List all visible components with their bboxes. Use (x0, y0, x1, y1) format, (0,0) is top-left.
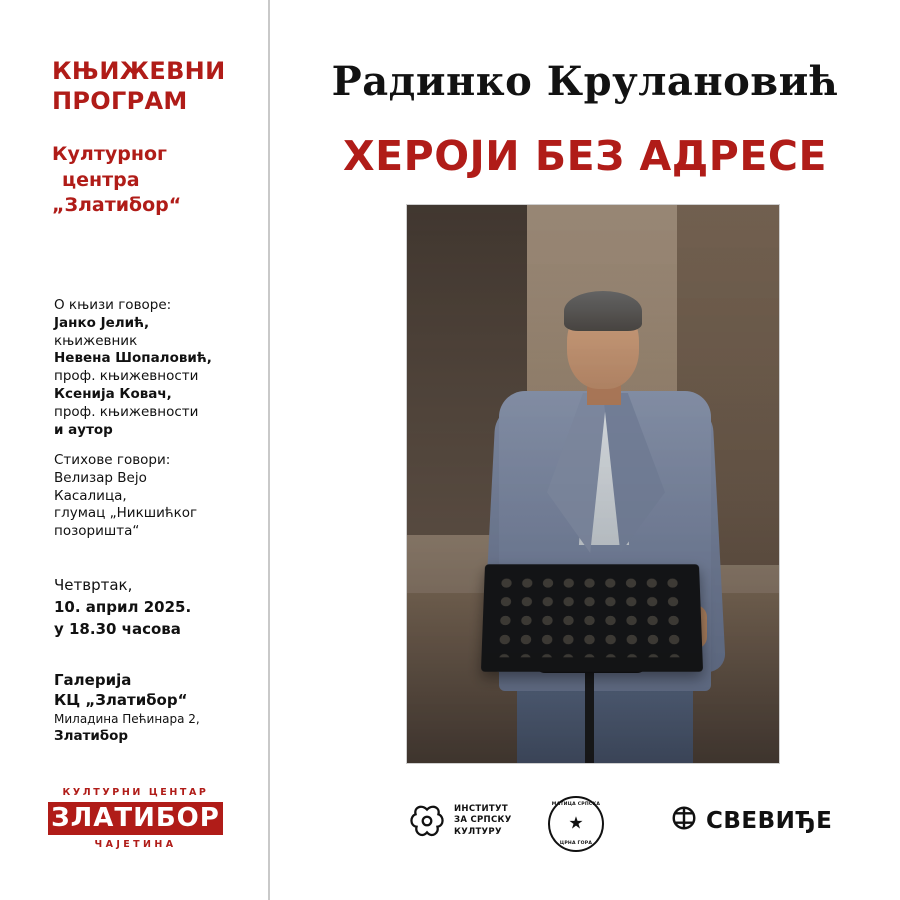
event-venue (54, 670, 259, 745)
author-name: Радинко Крулановић (331, 58, 839, 105)
event-date: 10. април 2025. (54, 597, 192, 616)
verses-block (54, 452, 254, 541)
program-subtitle-line3: „Златибор“ (52, 194, 182, 217)
event-datetime (54, 575, 259, 640)
seal-ring-bottom-text: ЦРНА ГОРА (559, 841, 593, 846)
verses-performer-role-line1: глумац „Никшићког (54, 505, 198, 522)
seal-ring-top-text: МАТИЦА СРПСКА (551, 802, 601, 807)
event-day: Четвртак, (54, 576, 133, 594)
kc-logo-top-text: КУЛТУРНИ ЦЕНТАР (62, 787, 209, 798)
speaker-2-name: Невена Шопаловић, (54, 350, 212, 367)
book-title: ХЕРОЈИ БЕЗ АДРЕСЕ (343, 132, 827, 180)
verses-performer-role-line2: позоришта“ (54, 523, 140, 540)
venue-line2: КЦ „Златибор“ (54, 691, 188, 710)
speakers-label: О књизи говоре: (54, 297, 172, 313)
photo-vignette (407, 205, 779, 763)
seal-crest-icon: ★ (568, 813, 584, 834)
speaker-1-role: књижевник (54, 332, 138, 349)
partner-logos (270, 790, 900, 870)
verses-performer-line2: Касалица, (54, 487, 127, 504)
clover-icon (408, 802, 446, 840)
venue-city: Златибор (54, 727, 129, 744)
program-subtitle (52, 142, 257, 219)
speaker-2-role: проф. књижевности (54, 368, 199, 385)
speaker-4-name: и аутор (54, 421, 113, 438)
logo-institut-line2: ЗА СРПСКУ (454, 815, 512, 826)
speakers-block (54, 297, 254, 440)
author-photo-frame (406, 204, 780, 764)
speaker-3-name: Ксенија Ковач, (54, 386, 172, 403)
logo-institut-line3: КУЛТУРУ (454, 826, 502, 837)
verses-performer-line1: Велизар Вејо (54, 469, 147, 486)
program-title-line2: ПРОГРАМ (52, 87, 188, 115)
program-title-line1: КЊИЖЕВНИ (52, 57, 226, 85)
logo-institut-line1: ИНСТИТУТ (454, 804, 508, 815)
logo-svevidje (670, 804, 832, 837)
seal-icon (548, 796, 604, 852)
kc-logo-bottom-text: ЧАЈЕТИНА (94, 838, 177, 850)
venue-line1: Галерија (54, 671, 132, 689)
author-photo (407, 205, 779, 763)
logo-svevidje-text: СВЕВИЂЕ (706, 807, 833, 834)
event-time: у 18.30 часова (54, 619, 181, 638)
logo-institut-text (454, 804, 512, 837)
program-subtitle-line1: Културног (52, 143, 167, 165)
program-subtitle-line2: центра (62, 168, 140, 191)
venue-address: Миладина Пећинара 2, (54, 711, 200, 726)
verses-label: Стихове говори: (54, 452, 171, 468)
kc-logo-main-text: ЗЛАТИБОР (48, 802, 223, 835)
program-title (52, 56, 262, 116)
kc-zlatibor-logo (48, 788, 223, 860)
logo-matica-srpska (548, 796, 604, 852)
speaker-1-name: Јанко Јелић, (54, 314, 150, 331)
right-feature-column (270, 0, 900, 900)
speaker-3-role: проф. књижевности (54, 403, 199, 420)
left-info-column (0, 0, 268, 900)
logo-institut-za-srpsku-kulturu (408, 802, 512, 840)
knot-icon (670, 804, 698, 837)
